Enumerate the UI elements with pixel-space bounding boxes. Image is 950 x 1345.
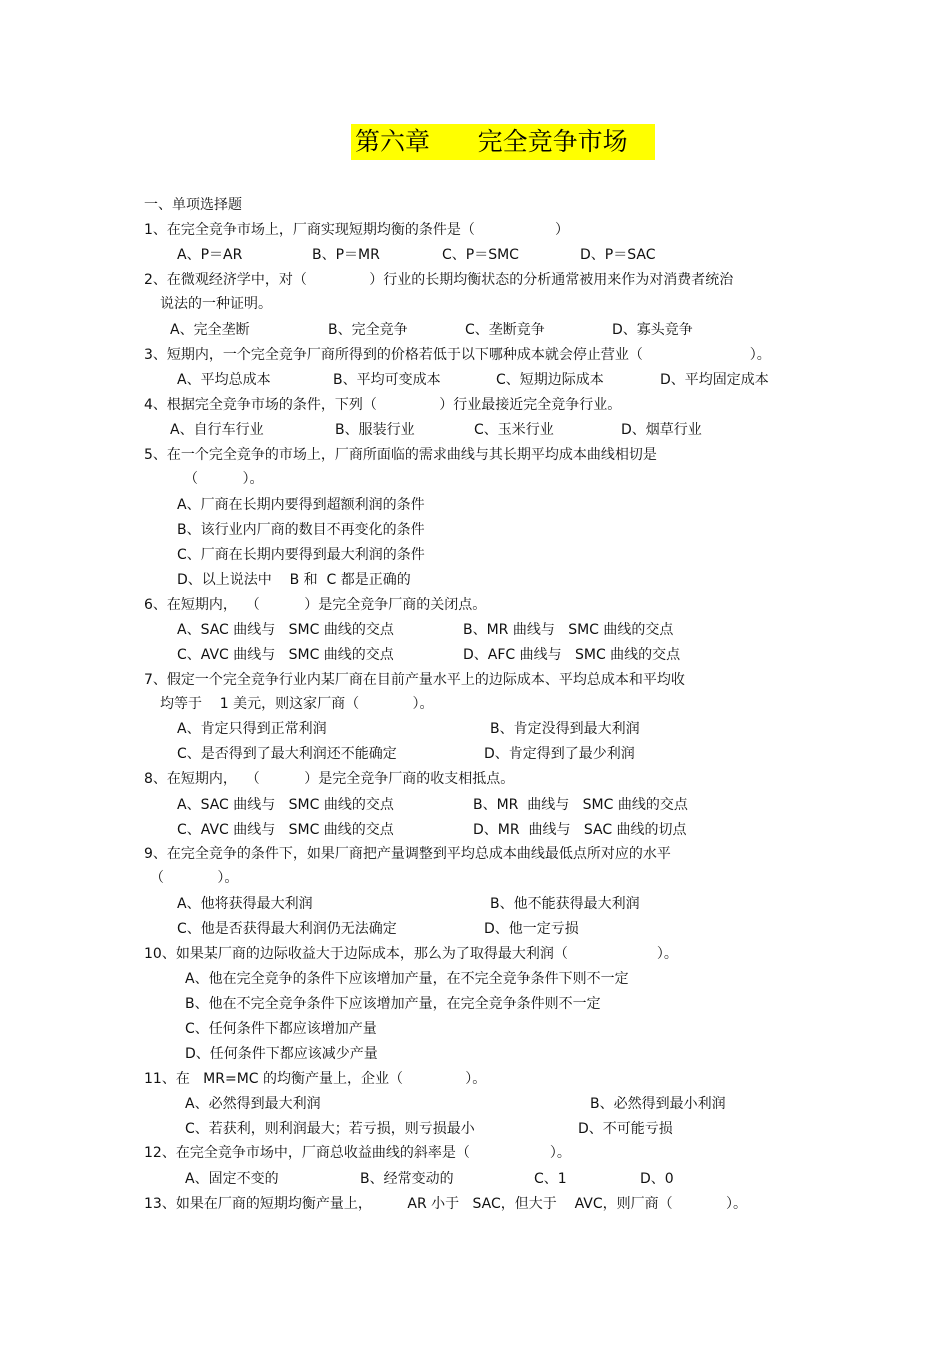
q8-stem: 8、在短期内， （ ）是完全竞争厂商的收支相抵点。 <box>144 771 515 787</box>
q11-option-c: C、若获利，则利润最大；若亏损，则亏损最小 <box>185 1121 475 1137</box>
chapter-title: 第六章 完全竞争市场 <box>351 124 655 160</box>
q10-option-d: D、任何条件下都应该减少产量 <box>185 1046 378 1062</box>
q10-option-b: B、他在不完全竞争条件下应该增加产量，在完全竞争条件则不一定 <box>185 996 601 1012</box>
q11-stem: 11、在 MR=MC 的均衡产量上，企业（ ）。 <box>144 1071 487 1087</box>
q7-stem: 7、假定一个完全竞争行业内某厂商在目前产量水平上的边际成本、平均总成本和平均收 <box>144 672 685 688</box>
q12-option-a: A、固定不变的 <box>185 1171 279 1187</box>
q6-option-d: D、AFC 曲线与 SMC 曲线的交点 <box>463 647 681 663</box>
q3-option-d: D、平均固定成本 <box>660 372 769 388</box>
q5-option-a: A、厂商在长期内要得到超额利润的条件 <box>177 497 425 513</box>
q3-option-c: C、短期边际成本 <box>496 372 604 388</box>
q10-stem: 10、如果某厂商的边际收益大于边际成本，那么为了取得最大利润（ ）。 <box>144 946 678 962</box>
q2-option-c: C、垄断竞争 <box>465 322 545 338</box>
q6-option-a: A、SAC 曲线与 SMC 曲线的交点 <box>177 622 394 638</box>
q4-option-b: B、服装行业 <box>335 422 415 438</box>
section-heading: 一、单项选择题 <box>144 197 242 213</box>
q4-option-a: A、自行车行业 <box>170 422 264 438</box>
q3-stem: 3、短期内，一个完全竞争厂商所得到的价格若低于以下哪种成本就会停止营业（ ）。 <box>144 347 771 363</box>
q1-option-d: D、P＝SAC <box>580 247 656 263</box>
q4-option-c: C、玉米行业 <box>474 422 554 438</box>
q12-option-c: C、1 <box>534 1171 567 1187</box>
q7-stem-cont: 均等于 1 美元，则这家厂商（ ）。 <box>160 696 434 712</box>
q6-option-c: C、AVC 曲线与 SMC 曲线的交点 <box>177 647 394 663</box>
q8-option-a: A、SAC 曲线与 SMC 曲线的交点 <box>177 797 394 813</box>
q8-option-b: B、MR 曲线与 SMC 曲线的交点 <box>473 797 688 813</box>
q12-option-b: B、经常变动的 <box>360 1171 454 1187</box>
q12-option-d: D、0 <box>640 1171 674 1187</box>
q10-option-c: C、任何条件下都应该增加产量 <box>185 1021 377 1037</box>
q5-stem: 5、在一个完全竞争的市场上，厂商所面临的需求曲线与其长期平均成本曲线相切是 <box>144 447 657 463</box>
q9-option-d: D、他一定亏损 <box>484 921 579 937</box>
q13-stem: 13、如果在厂商的短期均衡产量上， AR 小于 SAC，但大于 AVC，则厂商（ ）。 <box>144 1196 748 1212</box>
q1-option-c: C、P＝SMC <box>442 247 519 263</box>
q1-option-b: B、P＝MR <box>312 247 380 263</box>
q2-option-a: A、完全垄断 <box>170 322 250 338</box>
q9-option-c: C、他是否获得最大利润仍无法确定 <box>177 921 397 937</box>
q5-option-d: D、以上说法中 B 和 C 都是正确的 <box>177 572 411 588</box>
q7-option-a: A、肯定只得到正常利润 <box>177 721 327 737</box>
q1-option-a: A、P＝AR <box>177 247 243 263</box>
q2-option-d: D、寡头竞争 <box>612 322 693 338</box>
q8-option-c: C、AVC 曲线与 SMC 曲线的交点 <box>177 822 394 838</box>
q6-stem: 6、在短期内， （ ）是完全竞争厂商的关闭点。 <box>144 597 487 613</box>
q12-stem: 12、在完全竞争市场中，厂商总收益曲线的斜率是（ ）。 <box>144 1145 571 1161</box>
q9-option-a: A、他将获得最大利润 <box>177 896 313 912</box>
q1-stem: 1、在完全竞争市场上，厂商实现短期均衡的条件是（ ） <box>144 222 570 238</box>
q5-option-c: C、厂商在长期内要得到最大利润的条件 <box>177 547 425 563</box>
q11-option-a: A、必然得到最大利润 <box>185 1096 321 1112</box>
q11-option-b: B、必然得到最小利润 <box>590 1096 726 1112</box>
q8-option-d: D、MR 曲线与 SAC 曲线的切点 <box>473 822 687 838</box>
q5-stem-cont: （ ）。 <box>184 471 264 487</box>
q7-option-d: D、肯定得到了最少利润 <box>484 746 635 762</box>
q3-option-a: A、平均总成本 <box>177 372 271 388</box>
q5-option-b: B、该行业内厂商的数目不再变化的条件 <box>177 522 425 538</box>
q9-stem-cont: （ ）。 <box>150 870 239 886</box>
q4-stem: 4、根据完全竞争市场的条件，下列（ ）行业最接近完全竞争行业。 <box>144 397 622 413</box>
q4-option-d: D、烟草行业 <box>621 422 702 438</box>
q7-option-b: B、肯定没得到最大利润 <box>490 721 640 737</box>
q10-option-a: A、他在完全竞争的条件下应该增加产量，在不完全竞争条件下则不一定 <box>185 971 629 987</box>
q2-option-b: B、完全竞争 <box>328 322 408 338</box>
q7-option-c: C、是否得到了最大利润还不能确定 <box>177 746 397 762</box>
q11-option-d: D、不可能亏损 <box>578 1121 673 1137</box>
q2-stem-cont: 说法的一种证明。 <box>160 296 272 312</box>
q9-option-b: B、他不能获得最大利润 <box>490 896 640 912</box>
q3-option-b: B、平均可变成本 <box>333 372 441 388</box>
q9-stem: 9、在完全竞争的条件下，如果厂商把产量调整到平均总成本曲线最低点所对应的水平 <box>144 846 671 862</box>
q6-option-b: B、MR 曲线与 SMC 曲线的交点 <box>463 622 674 638</box>
q2-stem: 2、在微观经济学中，对（ ）行业的长期均衡状态的分析通常被用来作为对消费者统治 <box>144 272 734 288</box>
